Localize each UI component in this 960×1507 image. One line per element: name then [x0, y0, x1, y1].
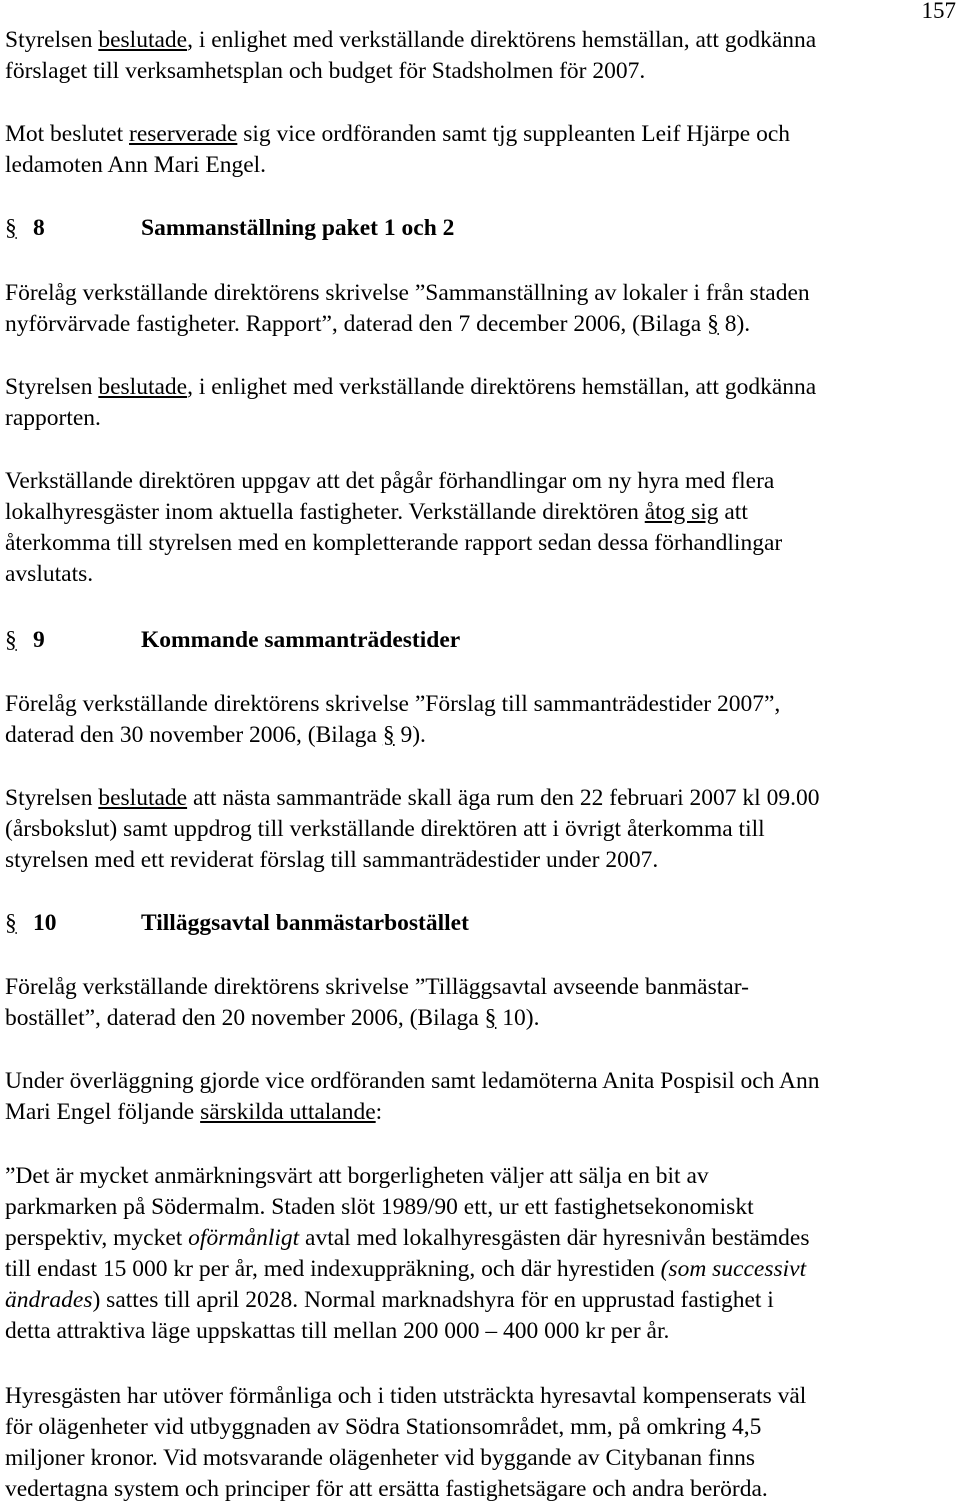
underlined-text: beslutade — [98, 27, 188, 53]
text-line — [5, 845, 955, 876]
text-line — [5, 783, 955, 814]
text-line — [5, 466, 955, 497]
paragraph-schedule-decision — [5, 783, 955, 876]
text-line — [5, 1161, 955, 1192]
text-line — [5, 1285, 955, 1316]
text-run: miljoner kronor. Vid motsvarande olägenheter vid byggande av Citybanan finns — [5, 1445, 755, 1471]
text-run: nyförvärvade fastigheter. Rapport”, daterad den 7 december 2006, (Bilaga — [5, 311, 708, 337]
text-run: Förelåg verkställande direktörens skrivelse ”Tilläggsavtal avseende banmästar- — [5, 974, 749, 1000]
text-run: styrelsen med ett reviderat förslag till sammanträdestider under 2007. — [5, 847, 659, 873]
paragraph-supplement-agreement — [5, 972, 955, 1034]
text-run: (årsbokslut) samt uppdrog till verkställande direktören att i övrigt återkomma till — [5, 816, 765, 842]
section-number: 10 — [33, 910, 57, 936]
text-run: : — [375, 1099, 383, 1125]
section-symbol: § — [5, 215, 17, 241]
text-line — [5, 1223, 955, 1254]
text-run: 10). — [496, 1005, 540, 1031]
section-heading-10 — [5, 908, 469, 939]
text-run: ”Det är mycket anmärkningsvärt att borgerligheten väljer att sälja en bit av — [5, 1163, 709, 1189]
text-run: sig vice ordföranden samt tjg suppleanten Leif Hjärpe och — [237, 121, 791, 147]
text-line — [5, 1316, 955, 1347]
text-line — [5, 1412, 955, 1443]
text-line — [5, 1003, 955, 1034]
italic-text: oförmånligt — [188, 1225, 300, 1251]
underlined-text: beslutade — [98, 374, 188, 400]
text-run: att — [718, 499, 748, 525]
text-line — [5, 528, 955, 559]
paragraph-tenant-compensation — [5, 1381, 955, 1505]
text-run: Verkställande direktören uppgav att det pågår förhandlingar om ny hyra med flera — [5, 468, 775, 494]
text-line — [5, 559, 955, 590]
text-run: daterad den 30 november 2006, (Bilaga — [5, 722, 383, 748]
text-run: Mari Engel följande — [5, 1099, 201, 1125]
text-run: avtal med lokalhyresgästen där hyresnivån bestämdes — [299, 1225, 810, 1251]
text-line — [5, 309, 955, 340]
paragraph-report-approval — [5, 372, 955, 434]
italic-text: (som successivt — [660, 1256, 807, 1282]
text-run: ) sattes till april 2028. Normal marknadshyra för en upprustad fastighet i — [92, 1287, 774, 1313]
text-line — [5, 150, 955, 181]
underlined-text: § — [707, 311, 719, 337]
text-run: förslaget till verksamhetsplan och budget för Stadsholmen för 2007. — [5, 58, 646, 84]
section-heading-9 — [5, 625, 460, 656]
section-title: Kommande sammanträdestider — [141, 627, 461, 653]
text-run: detta attraktiva läge uppskattas till mellan 200 000 – 400 000 kr per år. — [5, 1318, 670, 1344]
text-line — [5, 56, 955, 87]
text-run: Förelåg verkställande direktörens skrivelse ”Förslag till sammanträdestider 2007”, — [5, 691, 781, 717]
underlined-text: åtog sig — [644, 499, 719, 525]
text-run: , i enlighet med verkställande direktörens hemställan, att godkänna — [187, 27, 817, 53]
text-run: återkomma till styrelsen med en kompletterande rapport sedan dessa förhandlingar — [5, 530, 783, 556]
paragraph-reservation — [5, 119, 955, 181]
text-line — [5, 1254, 955, 1285]
text-run: Styrelsen — [5, 27, 99, 53]
text-run: avslutats. — [5, 561, 94, 587]
text-run: 9). — [394, 722, 426, 748]
text-line — [5, 25, 955, 56]
text-line — [5, 1097, 955, 1128]
text-run: vedertagna system och principer för att ersätta fastighetsägare och andra berörda. — [5, 1476, 768, 1502]
text-run: lokalhyresgäster inom aktuella fastigheter. Verkställande direktören — [5, 499, 645, 525]
section-number: 9 — [33, 627, 45, 653]
text-line — [5, 1474, 955, 1505]
underlined-text: särskilda uttalande — [200, 1099, 376, 1125]
text-run: Mot beslutet — [5, 121, 130, 147]
paragraph-decision-budget — [5, 25, 955, 87]
text-run: bostället”, daterad den 20 november 2006, (Bilaga — [5, 1005, 485, 1031]
text-run: Styrelsen — [5, 785, 99, 811]
text-line — [5, 119, 955, 150]
section-symbol: § — [5, 910, 17, 936]
text-run: Styrelsen — [5, 374, 99, 400]
italic-text: ändrades — [5, 1287, 93, 1313]
text-run: att nästa sammanträde skall äga rum den 22 februari 2007 kl 09.00 — [187, 785, 820, 811]
text-line — [5, 814, 955, 845]
text-run: för olägenheter vid utbyggnaden av Södra Stationsområdet, mm, på omkring 4,5 — [5, 1414, 762, 1440]
text-run: parkmarken på Södermalm. Staden slöt 1989/90 ett, ur ett fastighetsekonomiskt — [5, 1194, 754, 1220]
text-run: till endast 15 000 kr per år, med indexuppräkning, och där hyrestiden — [5, 1256, 661, 1282]
text-run: perspektiv, mycket — [5, 1225, 189, 1251]
text-line — [5, 972, 955, 1003]
text-run: ledamoten Ann Mari Engel. — [5, 152, 267, 178]
underlined-text: § — [382, 722, 395, 748]
section-number: 8 — [33, 215, 45, 241]
text-line — [5, 689, 955, 720]
paragraph-quoted-statement — [5, 1161, 955, 1347]
text-line — [5, 278, 955, 309]
text-line — [5, 1381, 955, 1412]
text-line — [5, 1192, 955, 1223]
underlined-text: § — [484, 1005, 497, 1031]
section-heading-8 — [5, 213, 454, 244]
paragraph-report-presentation — [5, 278, 955, 340]
page-number: 157 — [921, 0, 956, 23]
section-title: Tilläggsavtal banmästarbostället — [141, 910, 469, 936]
underlined-text: beslutade — [98, 785, 188, 811]
text-line — [5, 497, 955, 528]
paragraph-deliberation — [5, 1066, 955, 1128]
text-line — [5, 372, 955, 403]
text-line — [5, 1066, 955, 1097]
text-run: 8). — [718, 311, 751, 337]
text-run: Förelåg verkställande direktörens skrivelse ”Sammanställning av lokaler i från staden — [5, 280, 810, 306]
text-line — [5, 720, 955, 751]
text-run: Hyresgästen har utöver förmånliga och i tiden utsträckta hyresavtal kompenserats väl — [5, 1383, 807, 1409]
text-line — [5, 403, 955, 434]
paragraph-schedule-proposal — [5, 689, 955, 751]
text-run: rapporten. — [5, 405, 101, 431]
text-run: , i enlighet med verkställande direktörens hemställan, att godkänna — [187, 374, 817, 400]
text-run: Under överläggning gjorde vice ordföranden samt ledamöterna Anita Pospisil och Ann — [5, 1068, 820, 1094]
underlined-text: reserverade — [129, 121, 238, 147]
section-title: Sammanställning paket 1 och 2 — [141, 215, 455, 241]
section-symbol: § — [5, 627, 17, 653]
text-line — [5, 1443, 955, 1474]
paragraph-negotiations — [5, 466, 955, 590]
